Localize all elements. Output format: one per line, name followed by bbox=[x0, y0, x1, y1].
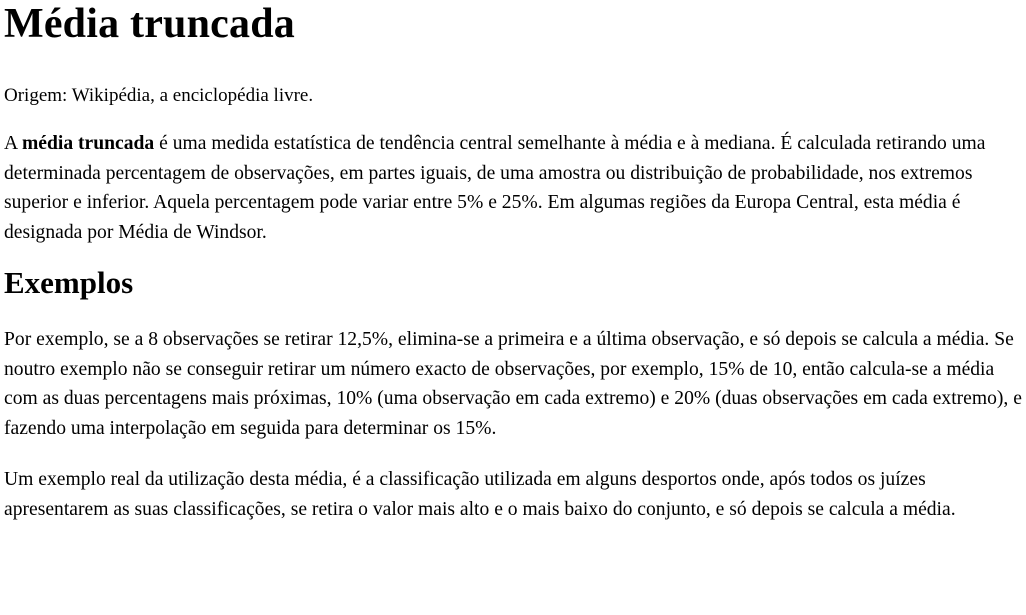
section-heading-exemplos: Exemplos bbox=[4, 265, 134, 300]
page-title: Média truncada bbox=[4, 1, 295, 47]
intro-paragraph bbox=[4, 129, 1026, 247]
intro-bold-term: média truncada bbox=[21, 133, 155, 154]
intro-text: é uma medida estatística de tendência central semelhante à média e à mediana. É calculada retirando uma determinada percentagem de observações, em partes iguais, de uma amostra ou distribuição de probabilidade, nos extremos superior e inferior. Aquela percentagem pode variar entre 5% e 25%. Em algumas regiões da Europa Central, esta média é designada por Média de Windsor. bbox=[4, 133, 986, 243]
origin-line: Origem: Wikipédia, a enciclopédia livre. bbox=[4, 85, 314, 106]
example-paragraph-1: Por exemplo, se a 8 observações se retirar 12,5%, elimina-se a primeira e a última observação, e só depois se calcula a média. Se noutro exemplo não se conseguir retirar um número exacto de observações, por exemplo, 15% de 10, então calcula-se a média com as duas percentagens mais próximas, 10% (uma observação em cada extremo) e 20% (duas observações em cada extremo), e fazendo uma interpolação em seguida para determinar os 15%. bbox=[4, 329, 1022, 439]
intro-prefix: A bbox=[4, 133, 22, 154]
example-paragraph-2: Um exemplo real da utilização desta média, é a classificação utilizada em alguns desportos onde, após todos os juízes apresentarem as suas classificações, se retira o valor mais alto e o mais baixo do conjunto, e só depois se calcula a média. bbox=[4, 469, 956, 520]
